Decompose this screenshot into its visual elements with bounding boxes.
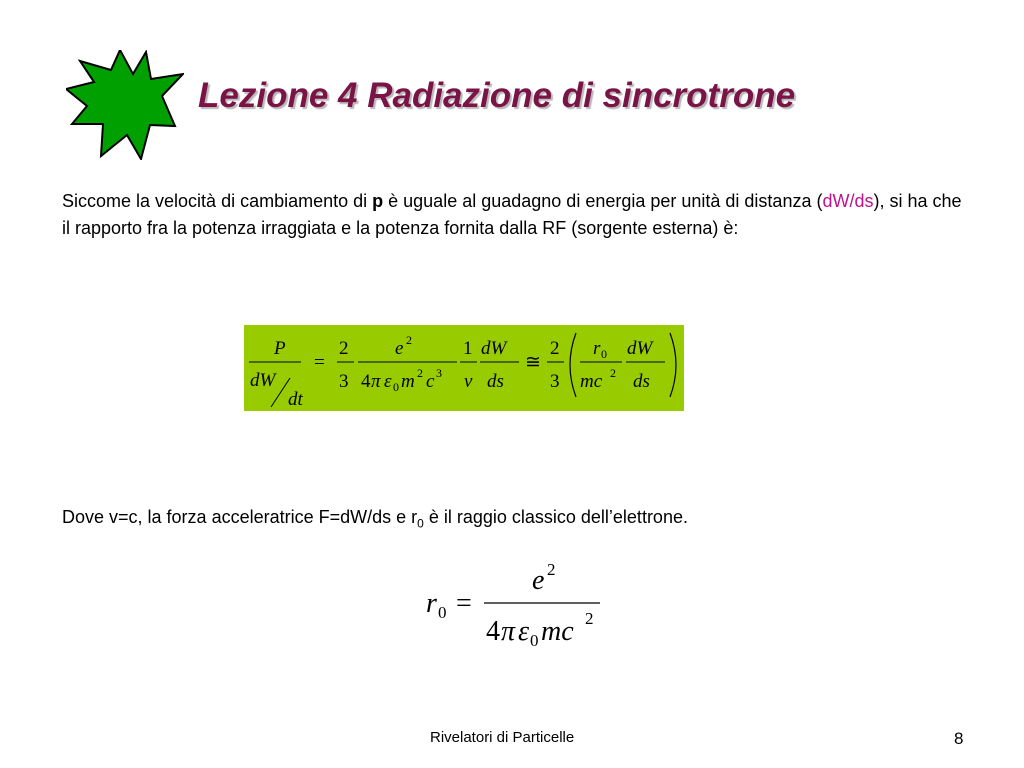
intro-text-3: ), si ha che il rapporto fra la potenza irraggiata e la potenza fornita dalla RF (sorgente esterna) è: xyxy=(62,191,962,238)
eq-r: r xyxy=(593,338,601,359)
eq-e-squared: 2 xyxy=(406,333,412,347)
eq2-pi: π xyxy=(501,616,516,647)
slide-title: Lezione 4 Radiazione di sincrotrone xyxy=(198,76,796,115)
eq-c-cubed: 3 xyxy=(436,366,442,380)
intro-text-1: Siccome la velocità di cambiamento di xyxy=(62,191,373,211)
eq2-epsilon: ε xyxy=(518,616,530,647)
definition-text-2: è il raggio classico dell’elettrone. xyxy=(423,507,688,527)
eq-ds-a: ds xyxy=(487,371,504,392)
eq-dW-b: dW xyxy=(627,338,653,359)
eq2-equals: = xyxy=(456,588,472,619)
definition-text-1: Dove v=c, la forza acceleratrice F=dW/ds e r xyxy=(62,507,418,527)
eq-approx: ≅ xyxy=(525,352,541,373)
eq-r-sub: 0 xyxy=(601,347,607,361)
eq-equals: = xyxy=(314,352,325,373)
eq-dW-denominator: dW xyxy=(250,370,276,391)
eq-three-a: 3 xyxy=(339,371,349,392)
definition-paragraph xyxy=(62,505,688,536)
eq-dt: dt xyxy=(288,389,303,410)
eq-v: v xyxy=(464,371,473,392)
eq-epsilon: ε xyxy=(384,371,392,392)
eq2-mc: mc xyxy=(541,616,574,647)
eq2-epsilon-sub: 0 xyxy=(530,631,539,650)
eq-two-a: 2 xyxy=(339,338,349,359)
footer-text: Rivelatori di Particelle xyxy=(430,729,575,746)
eq-four: 4 xyxy=(361,371,371,392)
power-ratio-equation-box xyxy=(244,325,684,411)
eq-m: m xyxy=(401,371,415,392)
eq2-r-sub: 0 xyxy=(438,603,447,622)
eq-m-squared: 2 xyxy=(417,366,423,380)
page-number: 8 xyxy=(954,729,964,748)
eq-three-b: 3 xyxy=(550,371,560,392)
eq-epsilon-sub: 0 xyxy=(393,380,399,394)
eq-ds-b: ds xyxy=(633,371,650,392)
green-starburst-icon xyxy=(66,50,184,160)
eq2-four: 4 xyxy=(486,616,500,647)
eq-e: e xyxy=(395,338,404,359)
dw-ds-highlight: dW/ds xyxy=(822,191,874,211)
eq2-e: e xyxy=(532,565,545,596)
power-ratio-equation xyxy=(244,325,684,411)
eq-P: P xyxy=(274,338,286,359)
eq2-e-squared: 2 xyxy=(547,560,556,579)
classical-radius-equation xyxy=(420,556,620,651)
eq-mc: mc xyxy=(580,371,603,392)
eq-two-b: 2 xyxy=(550,338,560,359)
eq-dW-a: dW xyxy=(481,338,507,359)
eq-one: 1 xyxy=(463,338,473,359)
momentum-symbol: p xyxy=(372,191,384,211)
eq-c: c xyxy=(426,371,435,392)
eq-mc-squared: 2 xyxy=(610,366,616,380)
r-subscript: 0 xyxy=(417,516,424,531)
eq-pi: π xyxy=(371,371,381,392)
intro-paragraph xyxy=(62,188,962,242)
eq2-mc-squared: 2 xyxy=(585,609,594,628)
eq2-r: r xyxy=(426,588,437,619)
intro-text-2: è uguale al guadagno di energia per unità di distanza ( xyxy=(383,191,823,211)
